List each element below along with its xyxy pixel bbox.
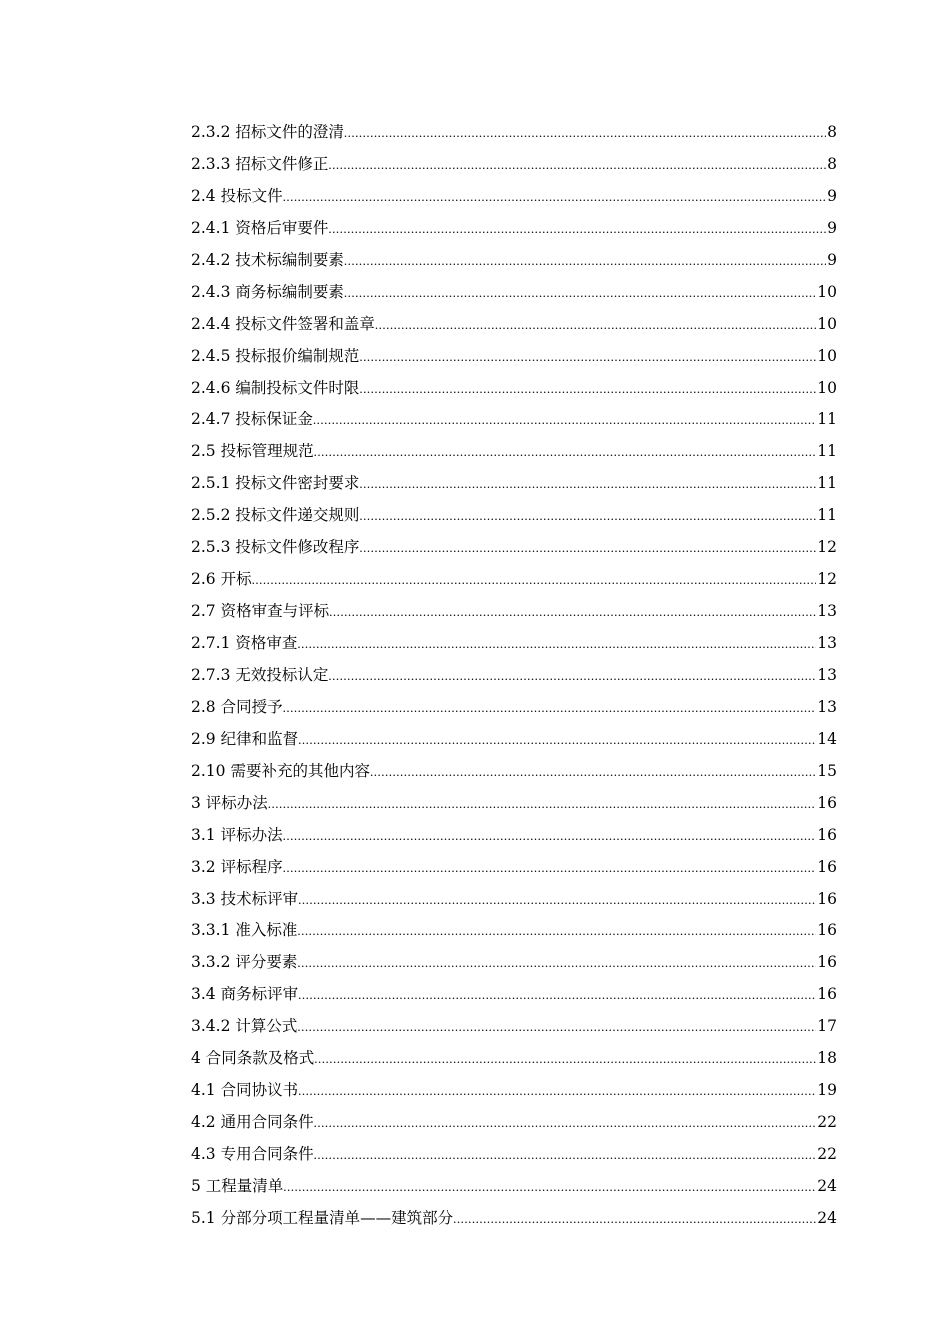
toc-entry-title: 3.3 技术标评审 xyxy=(191,889,299,908)
toc-entry-title: 5 工程量清单 xyxy=(191,1176,284,1195)
toc-entry-title: 2.3.2 招标文件的澄清 xyxy=(191,123,344,141)
toc-entry[interactable] xyxy=(191,628,837,660)
toc-entry-title: 2.9 纪律和监督 xyxy=(191,729,299,748)
toc-entry[interactable] xyxy=(191,884,837,916)
toc-entry[interactable] xyxy=(191,1075,837,1107)
toc-entry-page: 13 xyxy=(817,634,837,652)
toc-entry[interactable] xyxy=(191,277,837,309)
toc-leader-dots xyxy=(314,436,817,468)
toc-entry[interactable] xyxy=(191,596,837,628)
toc-entry[interactable] xyxy=(191,436,837,468)
toc-entry-page: 9 xyxy=(827,186,837,205)
toc-entry-title: 2.8 合同授予 xyxy=(191,697,283,716)
toc-leader-dots xyxy=(344,117,826,149)
toc-leader-dots xyxy=(359,373,816,405)
toc-entry-page: 8 xyxy=(827,154,837,173)
toc-entry[interactable] xyxy=(191,1043,837,1075)
table-of-contents xyxy=(191,117,837,1235)
toc-entry-page: 11 xyxy=(817,474,837,493)
toc-leader-dots xyxy=(328,213,826,245)
toc-entry-title: 2.6 开标 xyxy=(191,570,252,589)
toc-entry-page: 22 xyxy=(817,1113,837,1132)
toc-leader-dots xyxy=(344,277,816,309)
toc-entry-page: 16 xyxy=(817,857,837,876)
toc-entry[interactable] xyxy=(191,373,837,405)
toc-entry-title: 4 合同条款及格式 xyxy=(191,1049,315,1068)
toc-leader-dots xyxy=(453,1203,816,1235)
toc-leader-dots xyxy=(283,820,817,852)
toc-entry[interactable] xyxy=(191,915,837,947)
toc-entry-page: 12 xyxy=(817,538,837,557)
toc-leader-dots xyxy=(298,979,816,1011)
toc-entry[interactable] xyxy=(191,181,837,213)
toc-leader-dots xyxy=(283,1171,816,1203)
toc-entry-page: 16 xyxy=(817,825,837,844)
toc-leader-dots xyxy=(268,788,816,820)
toc-entry-title: 3.4.2 计算公式 xyxy=(191,1017,298,1036)
toc-entry-page: 10 xyxy=(817,282,837,301)
toc-entry[interactable] xyxy=(191,404,837,436)
toc-entry-page: 11 xyxy=(817,442,837,461)
toc-entry-title: 2.7.1 资格审查 xyxy=(191,634,298,652)
toc-entry[interactable] xyxy=(191,852,837,884)
toc-entry-title: 2.4.5 投标报价编制规范 xyxy=(191,346,360,365)
toc-leader-dots xyxy=(314,1043,816,1075)
toc-entry[interactable] xyxy=(191,820,837,852)
toc-entry-page: 9 xyxy=(827,218,837,237)
toc-entry[interactable] xyxy=(191,947,837,979)
toc-entry[interactable] xyxy=(191,979,837,1011)
toc-entry[interactable] xyxy=(191,149,837,181)
toc-leader-dots xyxy=(328,149,826,181)
toc-entry[interactable] xyxy=(191,1107,837,1139)
toc-entry[interactable] xyxy=(191,1011,837,1043)
toc-entry-page: 10 xyxy=(817,378,837,397)
toc-entry-page: 9 xyxy=(827,250,837,269)
toc-entry-page: 24 xyxy=(817,1208,837,1227)
toc-entry-title: 2.4.2 技术标编制要素 xyxy=(191,250,344,269)
toc-leader-dots xyxy=(252,564,817,596)
toc-leader-dots xyxy=(297,1011,816,1043)
toc-leader-dots xyxy=(370,756,816,788)
toc-leader-dots xyxy=(297,628,816,660)
toc-leader-dots xyxy=(328,660,816,692)
toc-entry-title: 4.3 专用合同条件 xyxy=(191,1145,314,1163)
toc-entry-page: 11 xyxy=(817,410,837,429)
toc-entry-title: 2.4.3 商务标编制要素 xyxy=(191,282,344,301)
toc-entry-title: 2.5.2 投标文件递交规则 xyxy=(191,506,360,525)
toc-leader-dots xyxy=(314,1107,817,1139)
toc-entry[interactable] xyxy=(191,788,837,820)
toc-entry-title: 4.2 通用合同条件 xyxy=(191,1113,314,1132)
toc-entry-page: 16 xyxy=(817,889,837,908)
toc-entry[interactable] xyxy=(191,309,837,341)
toc-entry-page: 16 xyxy=(817,793,837,812)
toc-leader-dots xyxy=(359,468,816,500)
toc-leader-dots xyxy=(298,1075,816,1107)
toc-entry-page: 13 xyxy=(817,697,837,716)
toc-leader-dots xyxy=(298,884,816,916)
toc-leader-dots xyxy=(344,245,826,277)
toc-entry[interactable] xyxy=(191,500,837,532)
toc-entry-title: 5.1 分部分项工程量清单——建筑部分 xyxy=(191,1208,454,1227)
toc-entry-title: 2.4.6 编制投标文件时限 xyxy=(191,378,360,397)
toc-entry-title: 2.7.3 无效投标认定 xyxy=(191,665,329,684)
toc-entry[interactable] xyxy=(191,1139,837,1171)
toc-entry[interactable] xyxy=(191,1203,837,1235)
toc-leader-dots xyxy=(283,181,827,213)
toc-entry-page: 11 xyxy=(817,506,837,525)
toc-entry-title: 2.5 投标管理规范 xyxy=(191,442,314,461)
toc-entry-title: 2.4.7 投标保证金 xyxy=(191,410,313,429)
toc-entry-title: 2.10 需要补充的其他内容 xyxy=(191,761,370,780)
toc-entry-title: 2.4.1 资格后审要件 xyxy=(191,218,329,237)
toc-leader-dots xyxy=(329,596,816,628)
toc-entry-page: 8 xyxy=(827,123,837,141)
toc-entry[interactable] xyxy=(191,468,837,500)
toc-entry-title: 3.3.1 准入标准 xyxy=(191,921,298,940)
toc-entry-title: 3.2 评标程序 xyxy=(191,857,283,876)
toc-entry-title: 3.4 商务标评审 xyxy=(191,985,299,1004)
toc-leader-dots xyxy=(313,404,816,436)
toc-entry[interactable] xyxy=(191,245,837,277)
toc-leader-dots xyxy=(375,309,816,341)
toc-leader-dots xyxy=(297,915,816,947)
toc-entry-page: 24 xyxy=(817,1176,837,1195)
toc-entry-title: 2.4.4 投标文件签署和盖章 xyxy=(191,314,375,333)
toc-leader-dots xyxy=(359,500,816,532)
toc-entry[interactable] xyxy=(191,532,837,564)
toc-entry-title: 2.3.3 招标文件修正 xyxy=(191,154,329,173)
toc-entry-page: 16 xyxy=(817,921,837,940)
toc-leader-dots xyxy=(298,724,816,756)
toc-entry-page: 10 xyxy=(817,314,837,333)
toc-leader-dots xyxy=(359,341,816,373)
toc-entry[interactable] xyxy=(191,1171,837,1203)
toc-entry-title: 2.4 投标文件 xyxy=(191,186,283,205)
toc-leader-dots xyxy=(283,692,817,724)
toc-entry-page: 12 xyxy=(817,570,837,589)
toc-leader-dots xyxy=(314,1139,817,1171)
toc-entry[interactable] xyxy=(191,341,837,373)
toc-entry-page: 13 xyxy=(817,602,837,621)
toc-entry-title: 3.3.2 评分要素 xyxy=(191,953,298,972)
toc-entry-page: 13 xyxy=(817,665,837,684)
toc-entry-title: 2.7 资格审查与评标 xyxy=(191,602,330,621)
toc-entry-page: 18 xyxy=(817,1049,837,1068)
toc-leader-dots xyxy=(283,852,817,884)
toc-entry[interactable] xyxy=(191,213,837,245)
toc-entry-title: 3.1 评标办法 xyxy=(191,825,283,844)
toc-entry-title: 3 评标办法 xyxy=(191,793,268,812)
toc-entry-page: 10 xyxy=(817,346,837,365)
toc-entry-page: 19 xyxy=(817,1081,837,1100)
toc-entry-page: 17 xyxy=(817,1017,837,1036)
toc-entry-page: 16 xyxy=(817,985,837,1004)
toc-entry-title: 2.5.3 投标文件修改程序 xyxy=(191,538,360,557)
toc-entry[interactable] xyxy=(191,117,837,149)
toc-entry[interactable] xyxy=(191,660,837,692)
toc-entry-title: 4.1 合同协议书 xyxy=(191,1081,299,1100)
toc-entry-page: 14 xyxy=(817,729,837,748)
toc-entry-title: 2.5.1 投标文件密封要求 xyxy=(191,474,360,493)
toc-entry[interactable] xyxy=(191,724,837,756)
toc-entry-page: 16 xyxy=(817,953,837,972)
toc-leader-dots xyxy=(297,947,816,979)
toc-leader-dots xyxy=(359,532,816,564)
toc-entry[interactable] xyxy=(191,564,837,596)
toc-entry[interactable] xyxy=(191,692,837,724)
toc-entry-page: 15 xyxy=(817,761,837,780)
toc-entry-page: 22 xyxy=(817,1145,837,1163)
toc-entry[interactable] xyxy=(191,756,837,788)
